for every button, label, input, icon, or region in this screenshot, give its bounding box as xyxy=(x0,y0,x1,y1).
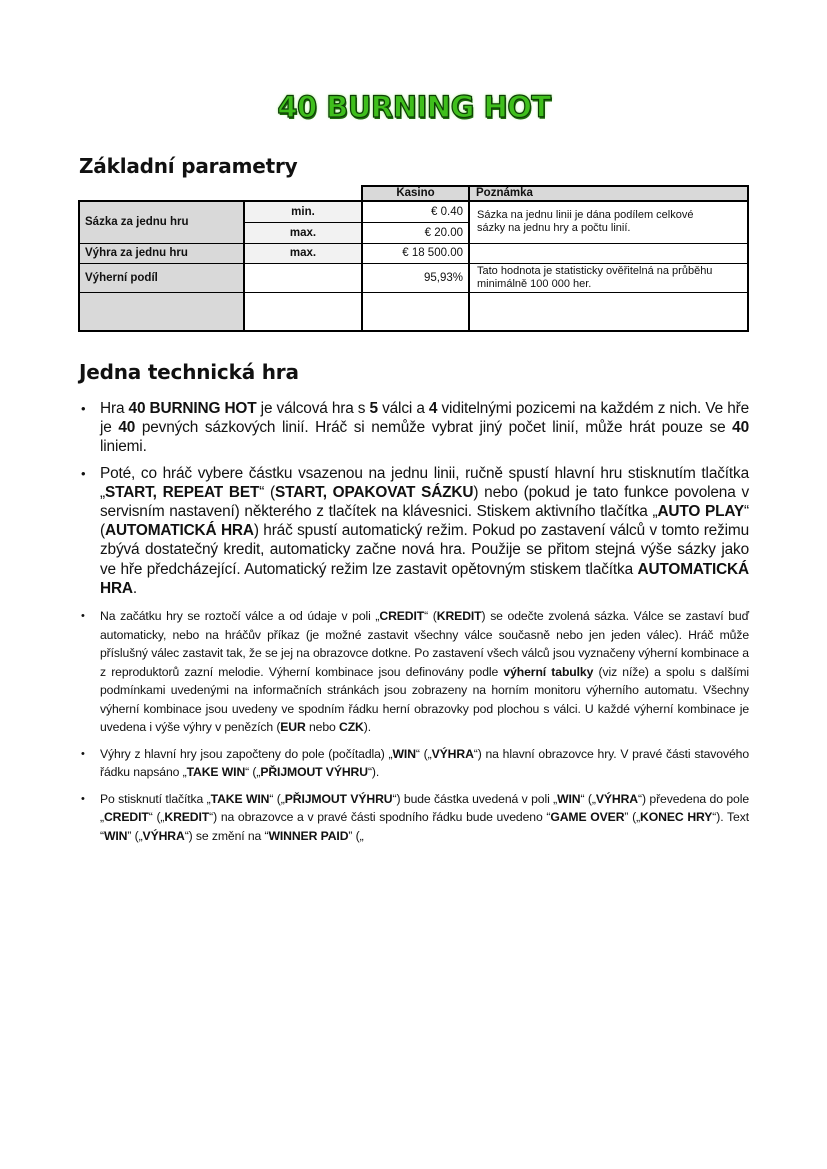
table-border xyxy=(361,185,363,332)
parameters-table xyxy=(78,185,749,332)
value-payout: 95,93% xyxy=(423,271,463,284)
note-payout: Tato hodnota je statisticky ověřitelná na průběhu minimálně 100 000 her. xyxy=(477,265,713,290)
section-title-technical-game: Jedna technická hra xyxy=(79,360,299,384)
bullet-item: • Hra 40 BURNING HOT je válcová hra s 5 válci a 4 viditelnými pozicemi na každém z nich. Ve hře je 40 pevných sázkových linií. Hráč si nemůže vybrat jiný počet linií, může hrát pouze se 40 liniemi. xyxy=(79,399,749,457)
header-note: Poznámka xyxy=(469,185,749,201)
label-payout-ratio: Výherní podíl xyxy=(78,263,244,292)
table-border xyxy=(78,243,749,244)
logo-text: 40 BURNING HOT xyxy=(277,90,551,124)
bullet-item: • Poté, co hráč vybere částku vsazenou na jednu linii, ručně spustí hlavní hru stisknutím tlačítka „START, REPEAT BET“ (START, OPAKOVAT SÁZKU) nebo (pokud je tato funkce povolena v servisním nastavení) některého z tlačítek na klávesnici. Stiskem aktivního tlačítka „AUTO PLAY“ (AUTOMATICKÁ HRA) hráč spustí automatický režim. Pokud po zastavení válců v tomto režimu zbývá dostatečný kredit, automaticky začne nová hra. Použije se přitom stejná výše sázky jako ve hře předcházející. Automatický režim lze zastavit opětovným stiskem tlačítka AUTOMATICKÁ HRA. xyxy=(79,464,749,598)
bullet-list-secondary xyxy=(79,607,749,853)
game-logo xyxy=(276,88,552,126)
value-min-bet: € 0.40 xyxy=(431,205,463,218)
bullet-list-primary xyxy=(79,399,749,605)
table-border xyxy=(243,200,245,332)
label-win-per-game: Výhra za jednu hru xyxy=(78,243,244,263)
note-bet: Sázka na jednu linii je dána podílem celkové sázky na jednu hry a počtu linií. xyxy=(477,209,694,234)
table-border xyxy=(78,292,749,293)
table-border xyxy=(468,185,470,332)
table-border xyxy=(78,330,749,332)
sub-max-win: max. xyxy=(244,243,362,263)
label-empty xyxy=(78,292,244,332)
table-border xyxy=(244,222,469,223)
section-title-basic-parameters: Základní parametry xyxy=(79,154,298,178)
value-max-win: € 18 500.00 xyxy=(402,247,463,259)
bullet-item: • Na začátku hry se roztočí válce a od údaje v poli „CREDIT“ (KREDIT) se odečte zvolená sázka. Válce se zastaví buď automaticky, nebo na hráčův příkaz (je možné zastavit všechny válce současně nebo jen jeden válec). Hráč může příslušný válec zastavit tak, že se jej na obrazovce dotkne. Po zastavení všech válců jsou vyznačeny výherní kombinace a z reproduktorů zazní melodie. Výherní kombinace jsou definovány podle výherní tabulky (viz níže) a spolu s dalšími podmínkami uvedenými na informačních stránkách jsou zobrazeny na horním monitoru výherního automatu. Všechny výherní kombinace jsou uvedeny ve spodním řádku herní obrazovky pod plochou s válci. U každé výherní kombinace je uvedena i výše výhry v penězích (EUR nebo CZK). xyxy=(79,607,749,737)
table-border xyxy=(747,185,749,332)
sub-min: min. xyxy=(244,201,362,222)
table-border xyxy=(78,200,749,202)
sub-max: max. xyxy=(244,222,362,243)
header-casino: Kasino xyxy=(362,185,469,201)
label-bet-per-game: Sázka za jednu hru xyxy=(78,201,244,243)
bullet-item: • Po stisknutí tlačítka „TAKE WIN“ („PŘIJMOUT VÝHRU“) bude částka uvedená v poli „WIN“ („VÝHRA“) převedena do pole „CREDIT“ („KREDIT“) na obrazovce a v pravé části spodního řádku bude uvedeno “GAME OVER” („KONEC HRY“). Text “WIN” („VÝHRA“) se změní na “WINNER PAID” („ xyxy=(79,790,749,846)
bullet-item: • Výhry z hlavní hry jsou započteny do pole (počítadla) „WIN“ („VÝHRA“) na hlavní obrazovce hry. V pravé části stavového řádku napsáno „TAKE WIN“ („PŘIJMOUT VÝHRU“). xyxy=(79,745,749,782)
table-border xyxy=(78,200,80,332)
table-border xyxy=(362,185,749,187)
value-max-bet: € 20.00 xyxy=(424,226,463,239)
table-border xyxy=(78,263,749,264)
